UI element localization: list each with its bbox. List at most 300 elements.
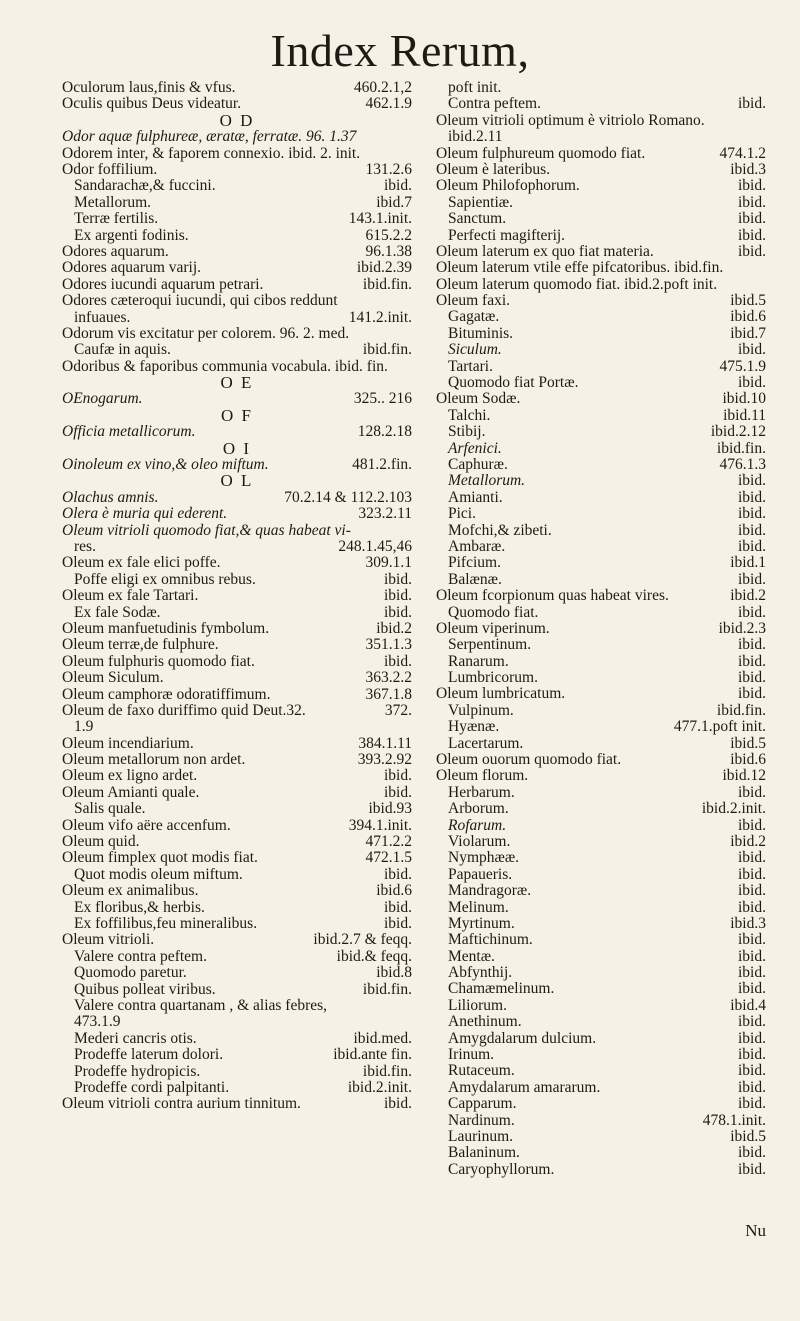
entry-term: Officia metallicorum. — [62, 423, 196, 441]
entry-reference: ibid.6 — [730, 751, 766, 769]
entry-term: Sandarachæ,& fuccini. — [74, 177, 216, 195]
entry-term: Balaninum. — [448, 1144, 520, 1162]
index-entry — [62, 621, 412, 637]
entry-term: Odores cæteroqui iucundi, qui cibos reddunt — [62, 292, 338, 310]
entry-term: Terræ fertilis. — [74, 210, 159, 228]
entry-term: O D — [219, 110, 255, 130]
entry-reference: ibid.5 — [730, 1128, 766, 1145]
index-entry — [62, 883, 412, 899]
entry-term: Oleum fcorpionum quas habeat vires. — [436, 587, 669, 605]
index-entry — [436, 80, 766, 96]
entry-term: Oleum vifo aëre accenfum. — [62, 816, 231, 834]
entry-term: Ranarum. — [448, 652, 509, 670]
index-entry — [436, 900, 766, 916]
index-entry — [436, 457, 766, 473]
section-header — [62, 438, 412, 458]
entry-reference: ibid.med. — [353, 1029, 412, 1047]
entry-term: Odores iucundi aquarum petrari. — [62, 275, 264, 293]
entry-reference: 363.2.2 — [365, 669, 412, 687]
index-entry — [62, 244, 412, 260]
entry-term: Oleum Sodæ. — [436, 390, 521, 408]
index-entry — [62, 818, 412, 834]
entry-reference: ibid.4 — [730, 996, 766, 1014]
entry-term: Anethinum. — [448, 1013, 522, 1031]
index-entry — [62, 1047, 412, 1063]
section-header — [62, 473, 412, 489]
entry-term: Oleum ex fale Tartari. — [62, 587, 199, 605]
entry-term: Oleum de faxo duriffimo quid Deut.32. — [62, 701, 306, 719]
index-entry — [436, 1162, 766, 1178]
index-entry — [62, 162, 412, 178]
index-entry — [436, 637, 766, 653]
entry-reference: ibid.8 — [376, 964, 412, 982]
entry-term: Herbarum. — [448, 783, 515, 801]
entry-term: Oleum fulphuris quomodo fiat. — [62, 652, 255, 670]
index-entry — [62, 982, 412, 998]
entry-reference: ibid. — [738, 882, 766, 900]
index-entry — [436, 555, 766, 571]
index-entry — [62, 1014, 412, 1030]
entry-reference: ibid.5 — [730, 292, 766, 310]
index-entry — [62, 260, 412, 276]
entry-reference: ibid.ante fin. — [333, 1046, 412, 1064]
entry-reference: ibid. — [738, 685, 766, 703]
entry-term: Oleum fimplex quot modis fiat. — [62, 849, 258, 867]
entry-reference: ibid. — [738, 177, 766, 195]
entry-reference: ibid.fin. — [362, 341, 412, 359]
index-entry — [62, 670, 412, 686]
entry-reference: 323.2.11 — [358, 505, 412, 523]
entry-reference: ibid.2.39 — [356, 259, 412, 277]
entry-reference: ibid. — [384, 603, 412, 621]
entry-reference: ibid.& feqq. — [336, 947, 412, 965]
index-entry — [62, 1080, 412, 1096]
index-entry — [436, 965, 766, 981]
entry-reference: ibid. — [738, 849, 766, 867]
index-entry — [436, 1014, 766, 1030]
entry-reference: 141.2.init. — [348, 308, 412, 326]
index-entry — [62, 588, 412, 604]
index-entry — [62, 752, 412, 768]
entry-reference: 393.2.92 — [357, 751, 412, 769]
entry-term: Oleum viperinum. — [436, 619, 550, 637]
entry-term: Contra peftem. — [448, 95, 541, 113]
entry-reference: ibid. — [384, 1095, 412, 1113]
entry-term: Oleum lumbricatum. — [436, 685, 566, 703]
entry-term: Oleum vitrioli optimum è vitriolo Romano. — [436, 111, 705, 129]
entry-reference: ibid. — [738, 669, 766, 687]
entry-term: Prodeffe hydropicis. — [74, 1062, 201, 1080]
entry-term: Odores aquarum varij. — [62, 259, 202, 277]
index-entry — [436, 129, 766, 145]
index-entry — [436, 916, 766, 932]
page-title: Index Rerum, — [270, 25, 530, 76]
index-entry — [436, 1145, 766, 1161]
index-entry — [62, 850, 412, 866]
index-entry — [436, 309, 766, 325]
entry-reference: ibid.93 — [368, 800, 412, 818]
entry-term: Odoribus & faporibus communia vocabula. ibid. fin. — [62, 357, 388, 375]
entry-reference: 70.2.14 & 112.2.103 — [284, 488, 412, 506]
entry-term: Laurinum. — [448, 1128, 513, 1145]
index-entry — [436, 441, 766, 457]
entry-reference: ibid. — [738, 1160, 766, 1178]
index-entry — [62, 211, 412, 227]
entry-reference: ibid.fin. — [362, 275, 412, 293]
entry-term: Rofarum. — [448, 816, 507, 834]
index-entry — [436, 113, 766, 129]
index-entry — [436, 506, 766, 522]
entry-term: Caphuræ. — [448, 455, 508, 473]
index-entry — [436, 260, 766, 276]
entry-reference: ibid. — [384, 177, 412, 195]
entry-reference: ibid.6 — [376, 882, 412, 900]
entry-term: Lumbricorum. — [448, 669, 538, 687]
entry-reference: ibid. — [738, 980, 766, 998]
entry-reference: ibid.3 — [730, 160, 766, 178]
entry-reference: ibid. — [738, 1029, 766, 1047]
entry-reference: ibid.2.init. — [347, 1078, 412, 1096]
index-entry — [436, 1047, 766, 1063]
entry-reference: 143.1.init. — [348, 210, 412, 228]
index-entry — [436, 932, 766, 948]
index-entry — [62, 129, 412, 145]
index-entry — [436, 654, 766, 670]
section-header — [62, 405, 412, 425]
entry-term: Mofchi,& zibeti. — [448, 521, 552, 539]
index-entry — [62, 768, 412, 784]
entry-term: Mentæ. — [448, 947, 495, 965]
entry-reference: ibid.6 — [730, 308, 766, 326]
entry-term: Arfenici. — [448, 439, 502, 457]
entry-term: Siculum. — [448, 341, 502, 359]
entry-reference: ibid. — [384, 783, 412, 801]
index-entry — [62, 801, 412, 817]
entry-term: Odores aquarum. — [62, 242, 169, 260]
entry-term: Papaueris. — [448, 865, 513, 883]
entry-reference: 384.1.11 — [358, 734, 412, 752]
entry-reference: 478.1.init. — [702, 1111, 766, 1129]
index-entry — [436, 703, 766, 719]
entry-term: Nymphææ. — [448, 849, 520, 867]
entry-term: Oleum laterum quomodo fiat. ibid.2.poft init. — [436, 275, 718, 293]
index-entry — [436, 326, 766, 342]
entry-term: Hyænæ. — [448, 718, 500, 736]
entry-term: Liliorum. — [448, 996, 507, 1014]
entry-reference: ibid. — [384, 865, 412, 883]
entry-term: Oleum ex fale elici poffe. — [62, 554, 221, 572]
index-entry — [62, 932, 412, 948]
entry-term: Oleum vitrioli. — [62, 931, 155, 949]
entry-reference: ibid.2.3 — [718, 619, 766, 637]
entry-reference: ibid. — [738, 1144, 766, 1162]
entry-term: Chamæmelinum. — [448, 980, 555, 998]
entry-term: Mandragoræ. — [448, 882, 532, 900]
entry-term: Violarum. — [448, 832, 511, 850]
entry-reference: ibid. — [738, 865, 766, 883]
entry-reference: ibid. — [738, 1062, 766, 1080]
index-entry — [62, 834, 412, 850]
index-entry — [436, 981, 766, 997]
entry-reference: ibid.10 — [722, 390, 766, 408]
index-entry — [436, 277, 766, 293]
entry-reference: ibid.2.init. — [701, 800, 766, 818]
entry-reference: 394.1.init. — [348, 816, 412, 834]
entry-reference: ibid.fin. — [716, 439, 766, 457]
entry-term: Arborum. — [448, 800, 509, 818]
entry-reference: ibid. — [738, 210, 766, 228]
entry-term: Salis quale. — [74, 800, 146, 818]
entry-term: Oleum è lateribus. — [436, 160, 551, 178]
entry-reference: ibid. — [738, 947, 766, 965]
entry-reference: 96.1.38 — [365, 242, 412, 260]
index-entry — [436, 228, 766, 244]
index-entry — [436, 375, 766, 391]
entry-reference: ibid. — [738, 964, 766, 982]
entry-term: Oleum vitrioli quomodo fiat,& quas habeat vi- — [62, 521, 351, 539]
index-entry — [436, 883, 766, 899]
index-entry — [62, 703, 412, 719]
section-header — [62, 375, 412, 391]
index-entry — [62, 523, 412, 539]
index-entry — [62, 900, 412, 916]
entry-term: poft init. — [448, 79, 502, 96]
index-entry — [62, 195, 412, 211]
entry-term: Oleum ex animalibus. — [62, 882, 199, 900]
entry-term: Metallorum. — [74, 193, 152, 211]
entry-term: 473.1.9 — [74, 1013, 121, 1031]
entry-term: Lacertarum. — [448, 734, 524, 752]
index-entry — [436, 211, 766, 227]
entry-reference: ibid.3 — [730, 914, 766, 932]
entry-reference: ibid. — [738, 193, 766, 211]
index-entry — [62, 736, 412, 752]
entry-term: Metallorum. — [448, 472, 526, 490]
index-entry — [62, 687, 412, 703]
index-entry — [436, 391, 766, 407]
entry-term: Amianti. — [448, 488, 503, 506]
catchword: Nu — [745, 1221, 766, 1240]
entry-term: Maftichinum. — [448, 931, 533, 949]
index-entry — [436, 178, 766, 194]
entry-term: Sapientiæ. — [448, 193, 514, 211]
entry-term: Gagatæ. — [448, 308, 500, 326]
index-entry — [436, 195, 766, 211]
entry-reference: 615.2.2 — [365, 226, 412, 244]
index-entry — [436, 359, 766, 375]
index-entry — [62, 965, 412, 981]
entry-term: Oleum incendiarium. — [62, 734, 194, 752]
entry-reference: ibid. — [738, 341, 766, 359]
entry-reference: ibid. — [738, 488, 766, 506]
entry-reference: 476.1.3 — [719, 455, 766, 473]
index-entry — [436, 1080, 766, 1096]
entry-reference: ibid.2 — [730, 587, 766, 605]
index-entry — [62, 293, 412, 309]
entry-term: ibid.2.11 — [448, 128, 503, 146]
entry-term: OEnogarum. — [62, 390, 143, 408]
entry-term: Ex floribus,& herbis. — [74, 898, 205, 916]
entry-reference: 462.1.9 — [365, 95, 412, 113]
index-entry — [62, 605, 412, 621]
entry-term: Oleum laterum vtile effe pifcatoribus. ibid.fin. — [436, 259, 724, 277]
entry-reference: ibid. — [738, 521, 766, 539]
index-entry — [62, 342, 412, 358]
index-entry — [436, 605, 766, 621]
entry-term: Olachus amnis. — [62, 488, 159, 506]
index-entry — [62, 867, 412, 883]
entry-term: Olera è muria qui ederent. — [62, 505, 228, 523]
entry-reference: ibid.fin. — [362, 1062, 412, 1080]
entry-reference: ibid.2.12 — [710, 423, 766, 441]
entry-reference: ibid.fin. — [362, 980, 412, 998]
entry-term: Mederi cancris otis. — [74, 1029, 197, 1047]
entry-term: Oleum Amianti quale. — [62, 783, 200, 801]
entry-reference: ibid. — [738, 636, 766, 654]
entry-reference: ibid.11 — [723, 406, 766, 424]
entry-term: 1.9 — [74, 718, 94, 736]
index-entry — [436, 670, 766, 686]
entry-reference: ibid. — [738, 652, 766, 670]
index-entry — [436, 719, 766, 735]
entry-term: Oleum camphoræ odoratiffimum. — [62, 685, 271, 703]
entry-term: res. — [74, 538, 96, 555]
index-entry — [436, 588, 766, 604]
entry-term: Oleum faxi. — [436, 292, 511, 310]
entry-reference: ibid.2 — [376, 619, 412, 637]
index-entry — [62, 916, 412, 932]
entry-reference: ibid. — [738, 242, 766, 260]
entry-term: Oculorum laus,finis & vfus. — [62, 79, 236, 96]
entry-term: Ambaræ. — [448, 537, 506, 555]
entry-term: Oleum quid. — [62, 833, 140, 851]
entry-reference: 460.2.1,2 — [353, 79, 412, 96]
index-entry — [62, 1064, 412, 1080]
entry-reference: ibid.2 — [730, 832, 766, 850]
entry-term: Quot modis oleum miftum. — [74, 865, 243, 883]
index-entry — [62, 326, 412, 342]
entry-term: Myrtinum. — [448, 914, 515, 932]
entry-reference: ibid.1 — [730, 554, 766, 572]
index-entry — [62, 637, 412, 653]
entry-reference: ibid.7 — [730, 324, 766, 342]
entry-term: Oinoleum ex vino,& oleo miftum. — [62, 456, 269, 474]
index-entry — [62, 949, 412, 965]
entry-term: Odorum vis excitatur per colorem. 96. 2. med. — [62, 324, 350, 342]
entry-term: Oleum laterum ex quo fiat materia. — [436, 242, 654, 260]
entry-reference: ibid. — [738, 783, 766, 801]
entry-reference: ibid. — [738, 816, 766, 834]
right-column — [436, 80, 766, 1178]
entry-term: Nardinum. — [448, 1111, 515, 1129]
entry-term: Oleum Philofophorum. — [436, 177, 580, 195]
index-entry — [436, 96, 766, 112]
entry-reference: 472.1.5 — [365, 849, 412, 867]
entry-reference: ibid. — [738, 603, 766, 621]
entry-term: Sanctum. — [448, 210, 507, 228]
entry-term: Ex fale Sodæ. — [74, 603, 161, 621]
entry-term: Abfynthij. — [448, 964, 513, 982]
index-entry — [62, 719, 412, 735]
entry-term: Balænæ. — [448, 570, 502, 588]
index-entry — [436, 490, 766, 506]
entry-term: O F — [221, 405, 253, 425]
entry-term: Oleum fulphureum quomodo fiat. — [436, 144, 646, 162]
entry-term: Ex foffilibus,feu mineralibus. — [74, 914, 258, 932]
entry-term: Odor foffilium. — [62, 160, 158, 178]
index-entry — [62, 572, 412, 588]
entry-term: Oleum florum. — [436, 767, 529, 785]
entry-term: Melinum. — [448, 898, 509, 916]
entry-term: Talchi. — [448, 406, 491, 424]
entry-reference: 475.1.9 — [719, 357, 766, 375]
index-entry — [436, 621, 766, 637]
index-entry — [436, 949, 766, 965]
index-entry — [436, 801, 766, 817]
entry-reference: 131.2.6 — [365, 160, 412, 178]
entry-reference: 372. — [384, 701, 412, 719]
index-entry — [62, 506, 412, 522]
entry-reference: ibid.2.7 & feqq. — [313, 931, 412, 949]
entry-reference: ibid. — [738, 537, 766, 555]
entry-term: O E — [220, 373, 254, 393]
entry-reference: 309.1.1 — [365, 554, 412, 572]
index-entry — [436, 473, 766, 489]
entry-reference: ibid. — [738, 1095, 766, 1113]
index-entry — [62, 178, 412, 194]
index-entry — [436, 686, 766, 702]
entry-term: Ex argenti fodinis. — [74, 226, 189, 244]
entry-term: Capparum. — [448, 1095, 517, 1113]
index-entry — [62, 146, 412, 162]
index-entry — [436, 572, 766, 588]
entry-reference: 481.2.fin. — [352, 456, 412, 474]
index-entry — [436, 785, 766, 801]
index-entry — [62, 539, 412, 555]
index-entry — [436, 834, 766, 850]
entry-reference: 128.2.18 — [357, 423, 412, 441]
entry-reference: ibid. — [738, 472, 766, 490]
entry-reference: ibid.5 — [730, 734, 766, 752]
index-entry — [436, 998, 766, 1014]
entry-term: Perfecti magifterij. — [448, 226, 566, 244]
index-entry — [436, 768, 766, 784]
index-entry — [436, 736, 766, 752]
index-entry — [436, 293, 766, 309]
entry-term: Quibus polleat viribus. — [74, 980, 216, 998]
entry-reference: ibid. — [738, 898, 766, 916]
entry-term: O I — [222, 438, 252, 458]
entry-reference: ibid. — [738, 95, 766, 113]
entry-reference: ibid. — [738, 570, 766, 588]
index-entry — [62, 1031, 412, 1047]
entry-reference: 367.1.8 — [365, 685, 412, 703]
index-entry — [62, 785, 412, 801]
index-entry — [436, 850, 766, 866]
entry-term: Odorem inter, & faporem connexio. ibid. 2. init. — [62, 144, 361, 162]
index-entry — [62, 277, 412, 293]
index-entry — [436, 342, 766, 358]
entry-term: Prodeffe cordi palpitanti. — [74, 1078, 230, 1096]
entry-reference: 351.1.3 — [365, 636, 412, 654]
entry-term: Oleum Siculum. — [62, 669, 164, 687]
index-entry — [62, 1096, 412, 1112]
index-entry — [436, 818, 766, 834]
entry-term: Oculis quibus Deus videatur. — [62, 95, 242, 113]
index-entry — [62, 310, 412, 326]
entry-reference: 474.1.2 — [719, 144, 766, 162]
index-entry — [62, 555, 412, 571]
